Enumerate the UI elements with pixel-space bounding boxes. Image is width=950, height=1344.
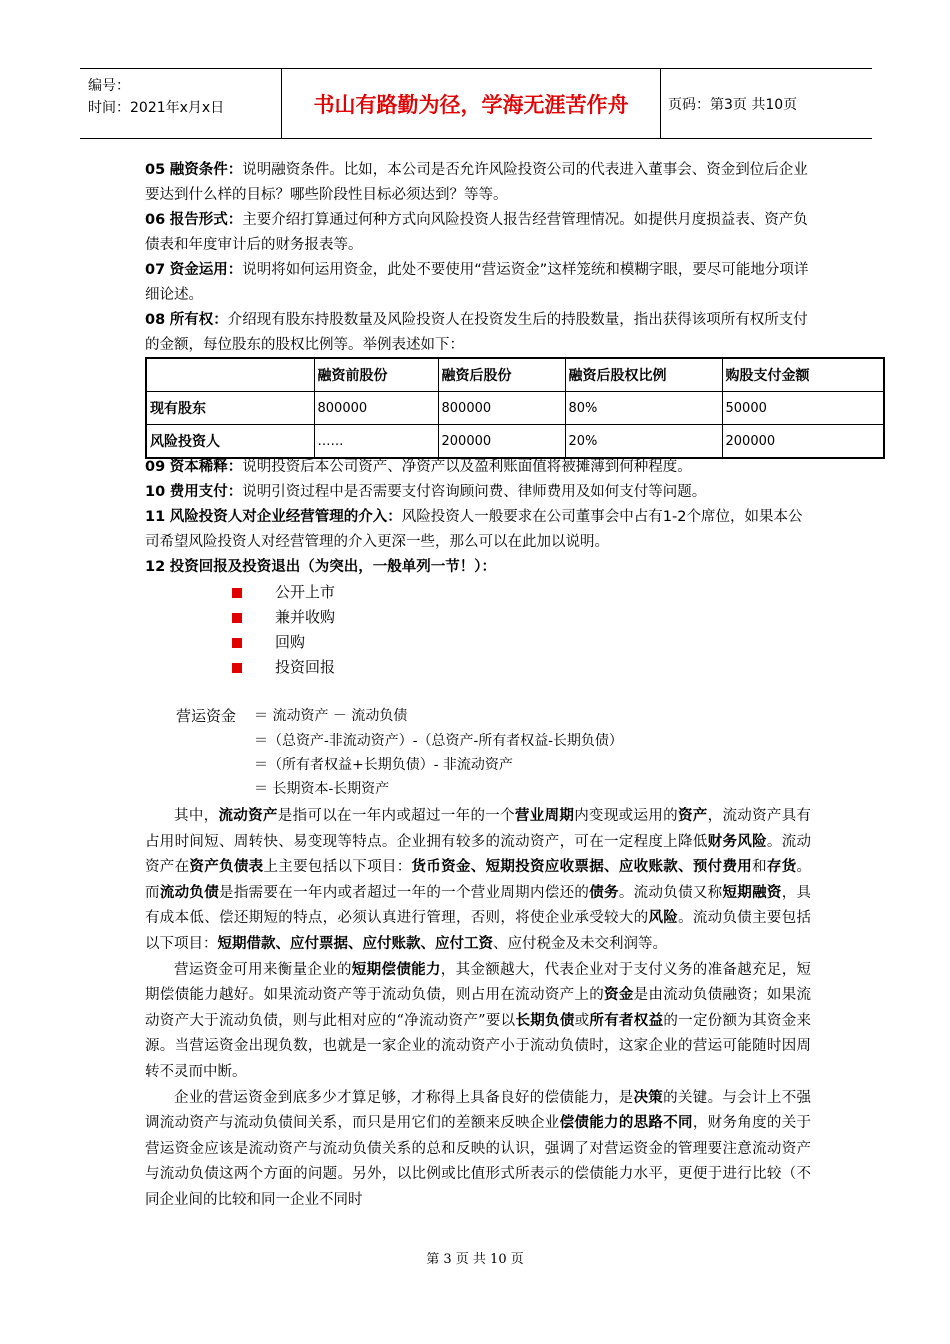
date-line: 时间：2021年x月x日: [88, 100, 225, 116]
number-label: 编号：: [88, 78, 130, 94]
page-header: [80, 68, 872, 139]
header-meta: [88, 75, 224, 119]
page-footer: 第 3 页 共 10 页: [426, 1252, 524, 1267]
table-row: 风险投资人 …… 200000 20% 200000: [146, 425, 884, 459]
formula-line: ＝（总资产-非流动资产）-（总资产-所有者权益-长期负债）: [254, 733, 623, 749]
list-item: 回购: [232, 630, 335, 655]
section-08: 08 所有权：介绍现有股东持股数量及风险投资人在投资发生后的持股数量，指出获得该项所有权所支付的金额，每位股东的股权比例等。举例表述如下：: [145, 312, 808, 353]
formula-line: ＝ 流动资产 － 流动负债: [254, 708, 408, 724]
list-item: 投资回报: [232, 655, 335, 680]
bullet-square-icon: [232, 638, 242, 648]
section-11: 11 风险投资人对企业经营管理的介入：风险投资人一般要求在公司董事会中占有1-2个席位，如果本公司希望风险投资人对经营管理的介入更深一些，那么可以在此加以说明。: [145, 509, 803, 550]
exit-options-list: [232, 580, 335, 680]
body-text: [145, 804, 811, 1214]
formula-label: 营运资金: [176, 707, 237, 725]
list-item: 公开上市: [232, 580, 335, 605]
paragraph-current-assets: 其中，流动资产是指可以在一年内或超过一年的一个营业周期内变现或运用的资产，流动资产具有占用时间短、周转快、易变现等特点。企业拥有较多的流动资产，可在一定程度上降低财务风险。流动资产在资产负债表上主要包括以下项目：货币资金、短期投资应收票据、应收账款、预付费用和存货。而流动负债是指需要在一年内或者超过一年的一个营业周期内偿还的债务。流动负债又称短期融资，具有成本低、偿还期短的特点，必须认真进行管理，否则，将使企业承受较大的风险。流动负债主要包括以下项目：短期借款、应付票据、应付账款、应付工资、应付税金及未交利润等。: [145, 808, 812, 952]
section-12: 12 投资回报及投资退出（为突出，一般单列一节！）：: [145, 559, 497, 575]
formula-line: ＝ 长期资本-长期资产: [254, 781, 390, 797]
paragraph-working-capital: 营运资金可用来衡量企业的短期偿债能力，其金额越大，代表企业对于支付义务的准备越充足，短期偿债能力越好。如果流动资产等于流动负债，则占用在流动资产上的资金是由流动负债融资；如果流动资产大于流动负债，则与此相对应的“净流动资产”要以长期负债或所有者权益的一定份额为其资金来源。当营运资金出现负数，也就是一家企业的流动资产小于流动负债时，这家企业的营运可能随时因周转不灵而中断。: [145, 961, 812, 1080]
section-05: 05 融资条件：说明融资条件。比如，本公司是否允许风险投资公司的代表进入董事会、资金到位后企业要达到什么样的目标？哪些阶段性目标必须达到？等等。: [145, 162, 808, 203]
section-06: 06 报告形式：主要介绍打算通过何种方式向风险投资人报告经营管理情况。如提供月度损益表、资产负债表和年度审计后的财务报表等。: [145, 212, 808, 253]
header-page-info: 页码：第3页 共10页: [668, 96, 798, 113]
section-list-1: [145, 158, 813, 358]
paragraph-solvency: 企业的营运资金到底多少才算足够，才称得上具备良好的偿债能力，是决策的关键。与会计上不强调流动资产与流动负债间关系，而只是用它们的差额来反映企业偿债能力的思路不同，财务角度的关于营运资金应该是流动资产与流动负债关系的总和反映的认识，强调了对营运资金的管理要注意流动资产与流动负债这两个方面的问题。另外，以比例或比值形式所表示的偿债能力水平，更便于进行比较（不同企业间的比较和同一企业不同时: [145, 1089, 812, 1208]
header-motto: 书山有路勤为径，学海无涯苦作舟: [313, 92, 629, 117]
table-header-row: 融资前股份 融资后股份 融资后股权比例 购股支付金额: [146, 358, 884, 392]
list-item: 兼并收购: [232, 605, 335, 630]
section-list-2: [145, 455, 813, 580]
bullet-square-icon: [232, 588, 242, 598]
formula-line: ＝（所有者权益+长期负债）- 非流动资产: [254, 757, 513, 773]
bullet-square-icon: [232, 663, 242, 673]
section-10: 10 费用支付：说明引资过程中是否需要支付咨询顾问费、律师费用及如何支付等问题。: [145, 484, 707, 500]
table-row: 现有股东 800000 800000 80% 50000: [146, 392, 884, 425]
header-divider: [660, 69, 661, 138]
bullet-square-icon: [232, 613, 242, 623]
shareholding-table: [145, 357, 885, 459]
section-09: 09 资本稀释：说明投资后本公司资产、净资产以及盈利账面值将被摊薄到何种程度。: [145, 459, 692, 475]
section-07: 07 资金运用：说明将如何运用资金，此处不要使用“营运资金”这样笼统和模糊字眼，要尽可能地分项详细论述。: [145, 262, 809, 303]
